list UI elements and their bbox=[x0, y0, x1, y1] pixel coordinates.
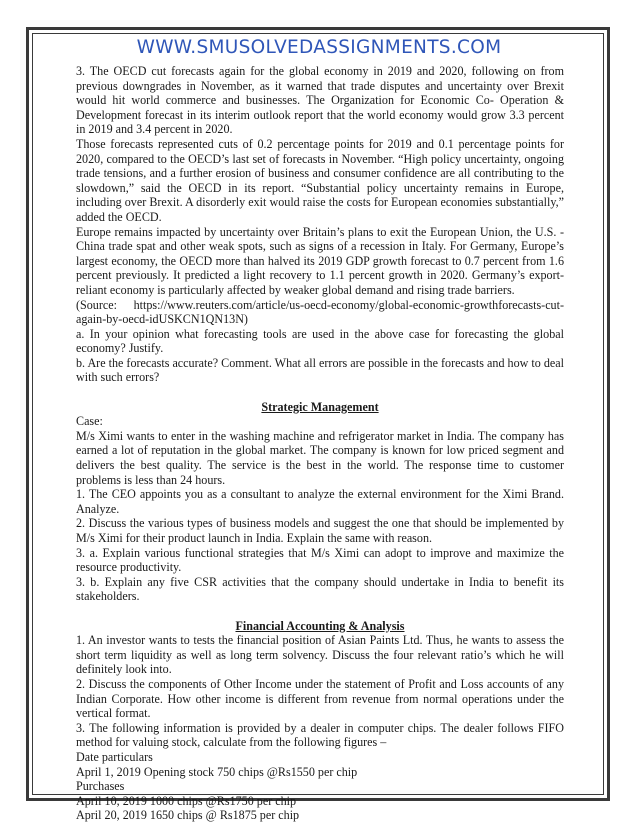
spacer bbox=[76, 385, 564, 400]
paragraph: M/s Ximi wants to enter in the washing machine and refrigerator market in India. The company has earned a lot of reputation in the global market. The company is known for low priced segment and delivers the best quality. The service is the best in the world. The response time to customer problems is less than 24 hours. bbox=[76, 428, 564, 487]
question: b. Are the forecasts accurate? Comment. What all errors are possible in the forecasts and how to deal with such errors? bbox=[76, 355, 564, 385]
question: 3. a. Explain various functional strategies that M/s Ximi can adopt to improve and maximize the resource productivity. bbox=[76, 545, 564, 575]
site-header: WWW.SMUSOLVEDASSIGNMENTS.COM bbox=[136, 37, 502, 58]
paragraph: Europe remains impacted by uncertainty over Britain’s plans to exit the European Union, the U.S. - China trade spat and other weak spots, such as signs of a recession in Italy. For Germany, Europe’s largest economy, the OECD more than halved its 2019 GDP growth forecast to 0.7 percent from 1.6 percent previously. It predicted a light recovery to 1.1 percent growth in 2020. Germany’s export-reliant economy is particularly affected by weaker global demand and rising trade barriers. bbox=[76, 224, 564, 297]
document-body bbox=[76, 64, 564, 823]
question: 1. The CEO appoints you as a consultant to analyze the external environment for the Ximi Brand. Analyze. bbox=[76, 487, 564, 516]
paragraph: 3. The OECD cut forecasts again for the global economy in 2019 and 2020, following on from previous downgrades in November, as it warned that trade disputes and uncertainty over Brexit would hit world commerce and businesses. The Organization for Economic Co- Operation & Development forecast in its interim outlook report that the world economy would grow 3.3 percent in 2019 and 3.4 percent in 2020. bbox=[76, 64, 564, 137]
question: 3. b. Explain any five CSR activities that the company should undertake in India to benefit its stakeholders. bbox=[76, 574, 564, 604]
paragraph: Those forecasts represented cuts of 0.2 percentage points for 2019 and 0.1 percentage points for 2020, compared to the OECD’s last set of forecasts in November. “High policy uncertainty, ongoing trade tensions, and a further erosion of business and consumer confidence are all contributing to the slowdown,” said the OECD in its report. “Substantial policy uncertainty remains in Europe, including over Brexit. A disorderly exit would raise the costs for European economies substantially,” added the OECD. bbox=[76, 136, 564, 224]
section-title: Strategic Management bbox=[261, 399, 379, 414]
question: 2. Discuss the components of Other Income under the statement of Profit and Loss accounts of any Indian Corporate. How other income is different from revenue from normal operations under the vertical format. bbox=[76, 676, 564, 721]
question: a. In your opinion what forecasting tools are used in the above case for forecasting the global economy? Justify. bbox=[76, 326, 564, 356]
spacer bbox=[76, 604, 564, 619]
case-label: Case: bbox=[76, 414, 103, 429]
question: 2. Discuss the various types of business models and suggest the one that should be implemented by M/s Ximi for their product launch in India. Explain the same with reason. bbox=[76, 516, 564, 545]
text-line: April 20, 2019 1650 chips @ Rs1875 per chip bbox=[76, 808, 300, 823]
text-line: April 10, 2019 1000 chips @Rs1750 per chip bbox=[76, 793, 297, 808]
section-title: Financial Accounting & Analysis bbox=[235, 618, 405, 633]
text-line: Purchases bbox=[76, 779, 125, 794]
question: 3. The following information is provided by a dealer in computer chips. The dealer follows FIFO method for valuing stock, calculate from the following figures – bbox=[76, 720, 564, 750]
question: 1. An investor wants to tests the financial position of Asian Paints Ltd. Thus, he wants to assess the short term liquidity as well as long term solvency. Discuss the four relevant ratio’s which he will definitely look into. bbox=[76, 633, 564, 677]
source-citation: (Source: https://www.reuters.com/article/us-oecd-economy/global-economic-growthforecasts-cut-again-by-oecd-idUSKCN1QN13N) bbox=[76, 297, 564, 327]
text-line: Date particulars bbox=[76, 749, 153, 764]
text-line: April 1, 2019 Opening stock 750 chips @Rs1550 per chip bbox=[76, 764, 358, 779]
